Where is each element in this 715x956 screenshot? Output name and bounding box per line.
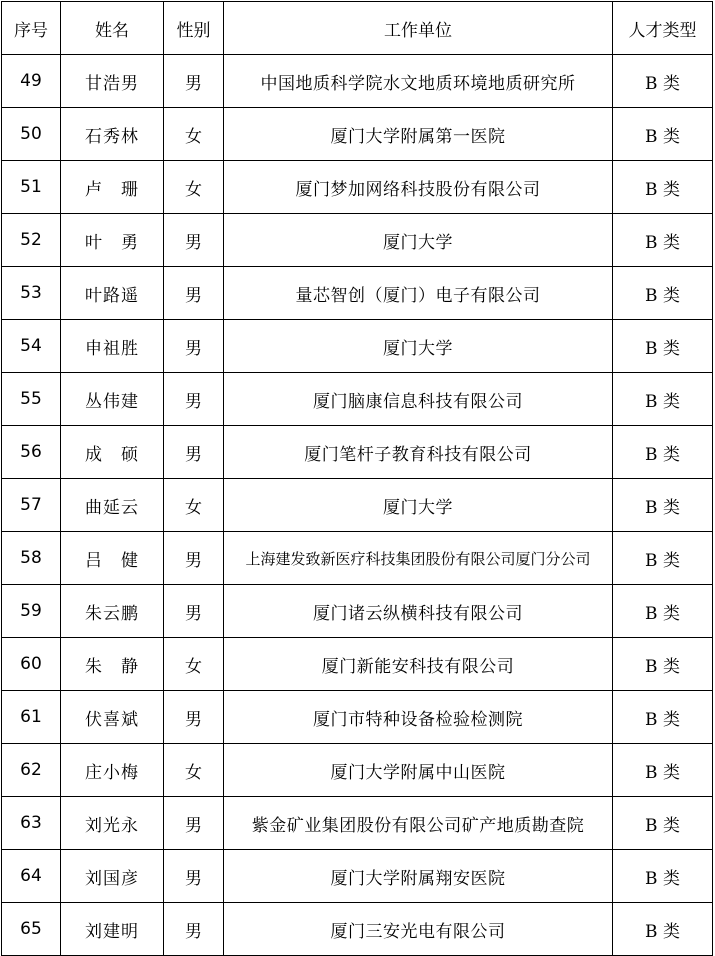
cell-unit: 厦门大学 (224, 479, 613, 532)
cell-gender: 女 (164, 161, 224, 214)
cell-unit: 量芯智创（厦门）电子有限公司 (224, 267, 613, 320)
cell-unit: 厦门大学附属第一医院 (224, 108, 613, 161)
header-gender: 性别 (164, 2, 224, 55)
table-body (2, 55, 713, 956)
table-row (2, 532, 713, 585)
cell-unit: 上海建发致新医疗科技集团股份有限公司厦门分公司 (224, 532, 613, 585)
header-unit: 工作单位 (224, 2, 613, 55)
table-row (2, 638, 713, 691)
cell-type: B 类 (613, 373, 713, 426)
cell-seq: 64 (2, 850, 61, 903)
cell-unit: 厦门大学 (224, 214, 613, 267)
cell-name: 成 硕 (61, 426, 164, 479)
cell-seq: 62 (2, 744, 61, 797)
talent-list-table (1, 1, 713, 956)
cell-name: 庄小梅 (61, 744, 164, 797)
cell-gender: 男 (164, 214, 224, 267)
cell-gender: 男 (164, 373, 224, 426)
table-row (2, 585, 713, 638)
cell-name: 刘国彦 (61, 850, 164, 903)
cell-name: 吕 健 (61, 532, 164, 585)
cell-type: B 类 (613, 479, 713, 532)
table-row (2, 903, 713, 956)
cell-type: B 类 (613, 108, 713, 161)
cell-type: B 类 (613, 214, 713, 267)
cell-unit: 厦门市特种设备检验检测院 (224, 691, 613, 744)
cell-unit: 厦门三安光电有限公司 (224, 903, 613, 956)
cell-seq: 51 (2, 161, 61, 214)
table-row (2, 55, 713, 108)
cell-name: 曲延云 (61, 479, 164, 532)
cell-name: 刘建明 (61, 903, 164, 956)
cell-seq: 54 (2, 320, 61, 373)
cell-gender: 男 (164, 55, 224, 108)
cell-seq: 65 (2, 903, 61, 956)
table-row (2, 214, 713, 267)
cell-name: 叶路遥 (61, 267, 164, 320)
table-row (2, 691, 713, 744)
cell-type: B 类 (613, 850, 713, 903)
cell-gender: 男 (164, 691, 224, 744)
table-header (2, 2, 713, 55)
table-row (2, 850, 713, 903)
cell-unit: 厦门大学 (224, 320, 613, 373)
cell-seq: 58 (2, 532, 61, 585)
table-row (2, 797, 713, 850)
cell-gender: 女 (164, 638, 224, 691)
cell-unit: 厦门梦加网络科技股份有限公司 (224, 161, 613, 214)
cell-type: B 类 (613, 55, 713, 108)
cell-unit: 厦门大学附属中山医院 (224, 744, 613, 797)
cell-gender: 女 (164, 479, 224, 532)
cell-type: B 类 (613, 320, 713, 373)
cell-gender: 男 (164, 532, 224, 585)
cell-gender: 男 (164, 850, 224, 903)
cell-seq: 60 (2, 638, 61, 691)
header-row (2, 2, 713, 55)
cell-gender: 男 (164, 797, 224, 850)
cell-type: B 类 (613, 903, 713, 956)
cell-gender: 男 (164, 320, 224, 373)
cell-seq: 59 (2, 585, 61, 638)
cell-gender: 女 (164, 108, 224, 161)
cell-gender: 男 (164, 585, 224, 638)
table-row (2, 373, 713, 426)
cell-gender: 女 (164, 744, 224, 797)
cell-name: 朱云鹏 (61, 585, 164, 638)
cell-name: 叶 勇 (61, 214, 164, 267)
header-type: 人才类型 (613, 2, 713, 55)
cell-seq: 49 (2, 55, 61, 108)
table-row (2, 108, 713, 161)
table-row (2, 426, 713, 479)
cell-type: B 类 (613, 638, 713, 691)
cell-name: 申祖胜 (61, 320, 164, 373)
cell-type: B 类 (613, 426, 713, 479)
cell-unit: 厦门诸云纵横科技有限公司 (224, 585, 613, 638)
cell-type: B 类 (613, 797, 713, 850)
cell-seq: 55 (2, 373, 61, 426)
cell-type: B 类 (613, 744, 713, 797)
cell-gender: 男 (164, 903, 224, 956)
cell-unit: 厦门脑康信息科技有限公司 (224, 373, 613, 426)
cell-name: 卢 珊 (61, 161, 164, 214)
cell-gender: 男 (164, 426, 224, 479)
cell-unit: 厦门大学附属翔安医院 (224, 850, 613, 903)
cell-seq: 63 (2, 797, 61, 850)
table-row (2, 267, 713, 320)
cell-seq: 50 (2, 108, 61, 161)
cell-seq: 61 (2, 691, 61, 744)
cell-unit: 厦门笔杆子教育科技有限公司 (224, 426, 613, 479)
cell-gender: 男 (164, 267, 224, 320)
cell-type: B 类 (613, 691, 713, 744)
header-seq: 序号 (2, 2, 61, 55)
header-name: 姓名 (61, 2, 164, 55)
cell-seq: 56 (2, 426, 61, 479)
cell-type: B 类 (613, 585, 713, 638)
table-row (2, 744, 713, 797)
cell-name: 丛伟建 (61, 373, 164, 426)
cell-unit: 厦门新能安科技有限公司 (224, 638, 613, 691)
cell-type: B 类 (613, 161, 713, 214)
cell-name: 石秀林 (61, 108, 164, 161)
cell-type: B 类 (613, 267, 713, 320)
cell-name: 伏喜斌 (61, 691, 164, 744)
table-row (2, 161, 713, 214)
table-row (2, 320, 713, 373)
cell-name: 朱 静 (61, 638, 164, 691)
cell-seq: 57 (2, 479, 61, 532)
table-row (2, 479, 713, 532)
cell-unit: 中国地质科学院水文地质环境地质研究所 (224, 55, 613, 108)
cell-name: 刘光永 (61, 797, 164, 850)
cell-name: 甘浩男 (61, 55, 164, 108)
cell-type: B 类 (613, 532, 713, 585)
cell-unit: 紫金矿业集团股份有限公司矿产地质勘查院 (224, 797, 613, 850)
cell-seq: 52 (2, 214, 61, 267)
cell-seq: 53 (2, 267, 61, 320)
